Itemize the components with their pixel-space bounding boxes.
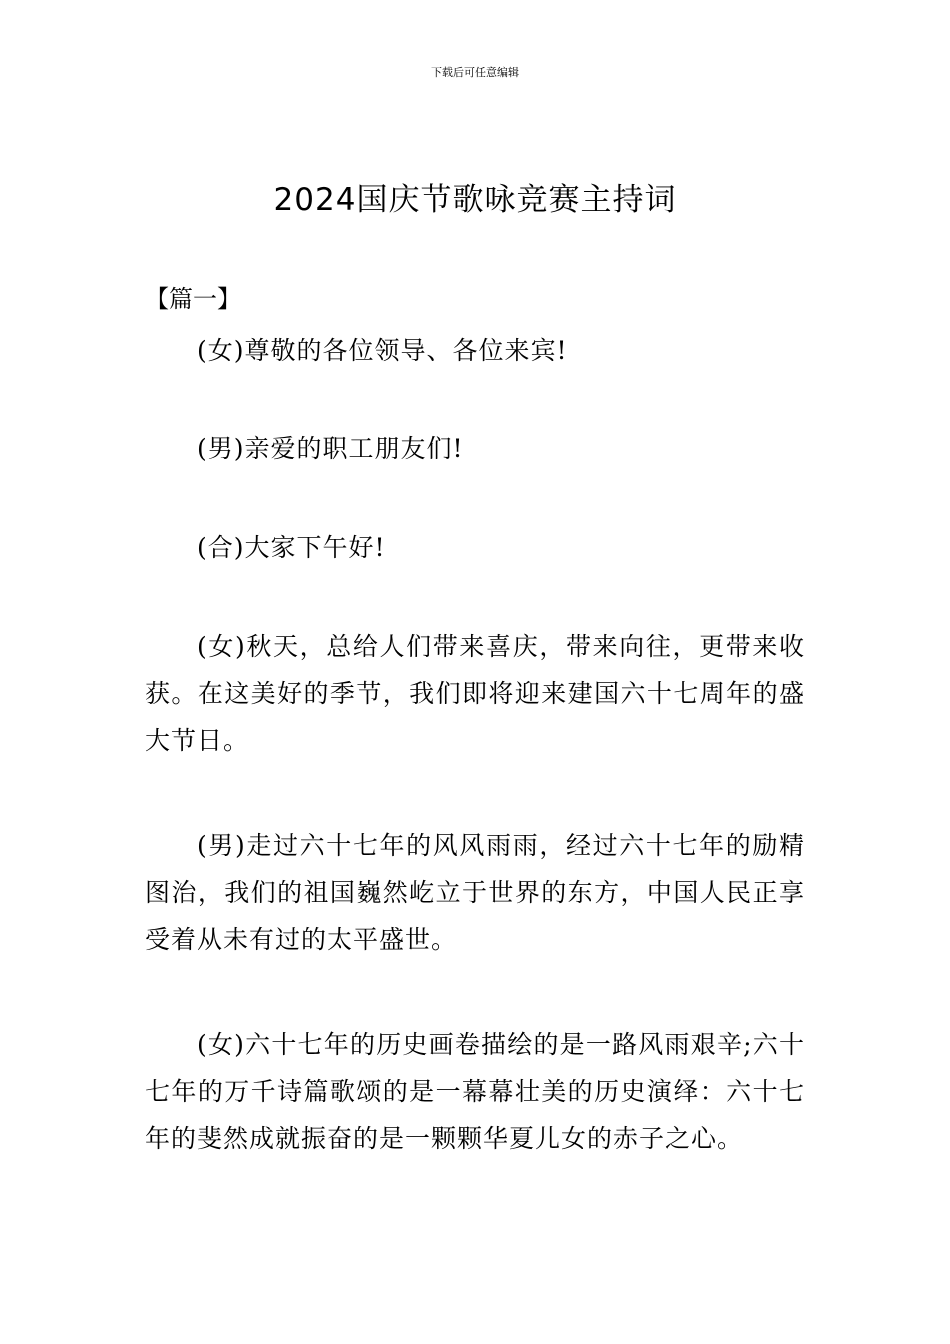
paragraph-greeting-female: (女)尊敬的各位领导、各位来宾!: [197, 336, 568, 365]
paragraph-history-scroll: (女)六十七年的历史画卷描绘的是一路风雨艰辛;六十七年的万千诗篇歌颂的是一幕幕壮美的历史演绎：六十七年的斐然成就振奋的是一颗颗华夏儿女的赤子之心。: [145, 1030, 805, 1153]
page-header-note: 下载后可任意编辑: [431, 66, 519, 79]
paragraph-autumn: (女)秋天，总给人们带来喜庆，带来向往，更带来收获。在这美好的季节，我们即将迎来建国六十七周年的盛大节日。: [145, 632, 805, 755]
paragraph-greeting-male: (男)亲爱的职工朋友们!: [197, 434, 464, 463]
paragraph-sixty-seven-years: (男)走过六十七年的风风雨雨，经过六十七年的励精图治，我们的祖国巍然屹立于世界的东方，中国人民正享受着从未有过的太平盛世。: [145, 831, 805, 954]
paragraph-greeting-together: (合)大家下午好!: [197, 533, 386, 562]
document-title: 2024国庆节歌咏竞赛主持词: [273, 182, 677, 218]
section-heading: 【篇一】: [145, 285, 241, 313]
